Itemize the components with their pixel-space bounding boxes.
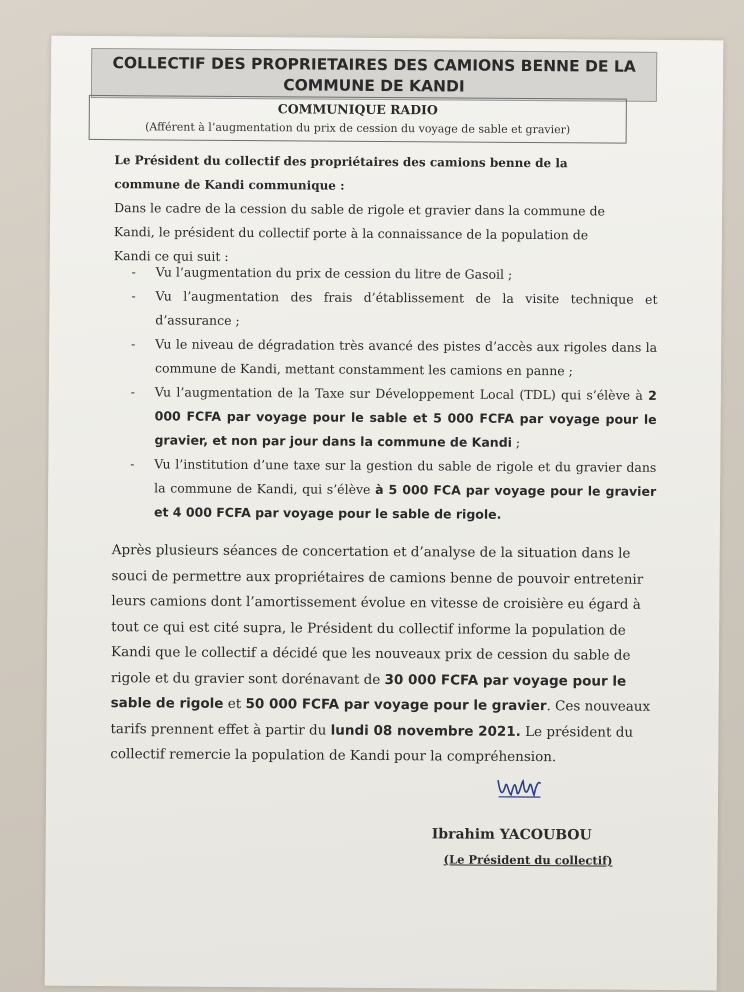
list-item-text — [154, 452, 656, 528]
document-page — [45, 36, 724, 991]
list-dash: - — [130, 456, 135, 472]
list-item — [128, 260, 658, 288]
effective-text: . Ces nouveaux tarifs prennent effet à partir du — [110, 698, 651, 739]
intro-line2: commune de Kandi communique : — [114, 177, 345, 193]
list-dash: - — [131, 288, 136, 304]
communique-title: COMMUNIQUE RADIO — [277, 101, 438, 118]
tdl-amounts: 2 000 FCFA par voyage pour le sable et 5 000 FCFA par voyage pour le gravier, et non par jour dans la commune de Kandi — [154, 387, 657, 450]
list-item-text: Vu l’augmentation des frais d’établissement de la visite technique et d’assurance ; — [155, 288, 658, 328]
decision-and: et — [223, 695, 246, 713]
thanks-text: Le président du collectif remercie la population de Kandi pour la compréhension. — [110, 723, 634, 766]
header-title-line1: COLLECTIF DES PROPRIETAIRES DES CAMIONS BENNE DE LA — [112, 54, 636, 76]
tax-amounts: à 5 000 FCA par voyage pour le gravier et 4 000 FCFA par voyage pour le sable de rigole. — [153, 481, 657, 522]
list-dash: - — [131, 336, 136, 352]
sand-price: 30 000 FCFA par voyage pour le sable de rigole — [110, 671, 627, 712]
tdl-text: Vu l’augmentation de la Taxe sur Développement Local (TDL) qui s’élève à — [154, 384, 649, 403]
list-item-text: Vu le niveau de dégradation très avancé des pistes d’accès aux rigoles dans la commune de Kandi, mettant constamment les camions en panne ; — [154, 336, 658, 379]
considerations-list — [126, 260, 658, 528]
signer-title: (Le Président du collectif) — [443, 852, 613, 868]
list-item — [127, 284, 657, 336]
list-item-text: Vu l’augmentation du prix de cession du litre de Gasoil ; — [155, 264, 513, 282]
effective-date: lundi 08 novembre 2021. — [330, 722, 521, 740]
list-item — [127, 332, 657, 384]
tax-text: Vu l’institution d’une taxe sur la gestion du sable de rigole et du gravier dans la commune de Kandi, qui s’élève — [154, 456, 657, 497]
tdl-end: ; — [511, 434, 521, 450]
organization-header — [91, 48, 657, 102]
context-line2: Kandi, le président du collectif porte à la connaissance de la population de — [113, 224, 589, 243]
list-dash: - — [130, 384, 136, 400]
gravel-price: 50 000 FCFA par voyage pour le gravier — [245, 696, 547, 715]
list-dash: - — [131, 264, 136, 280]
list-item — [126, 452, 656, 528]
intro-statement — [114, 148, 670, 200]
header-title-line2: COMMUNE DE KANDI — [283, 76, 465, 96]
context-line3: Kandi ce qui suit : — [113, 248, 229, 264]
signer-name: Ibrahim YACOUBOU — [431, 826, 592, 844]
list-item — [126, 380, 656, 456]
communique-subject: (Afférent à l’augmentation du prix de cession du voyage de sable et gravier) — [145, 120, 571, 137]
decision-paragraph — [110, 538, 668, 771]
intro-line1: Le Président du collectif des propriétaires des camions benne de la — [114, 153, 568, 171]
communique-box — [89, 95, 627, 144]
handwritten-signature — [496, 773, 544, 803]
context-line1: Dans le cadre de la cession du sable de rigole et gravier dans la commune de — [114, 200, 605, 219]
list-item-text — [154, 380, 656, 456]
decision-text: Après plusieurs séances de concertation et d’analyse de la situation dans le souci de permettre aux propriétaires de camions benne de pouvoir entretenir leurs camions dont l’amortissement évolue en vitesse de croisière eu égard à tout ce qui est cité supra, le Président du collectif informe la population de Kandi que le collectif a décidé que les nouveaux prix de cession du sable de rigole et du gravier sont dorénavant de — [110, 542, 644, 688]
